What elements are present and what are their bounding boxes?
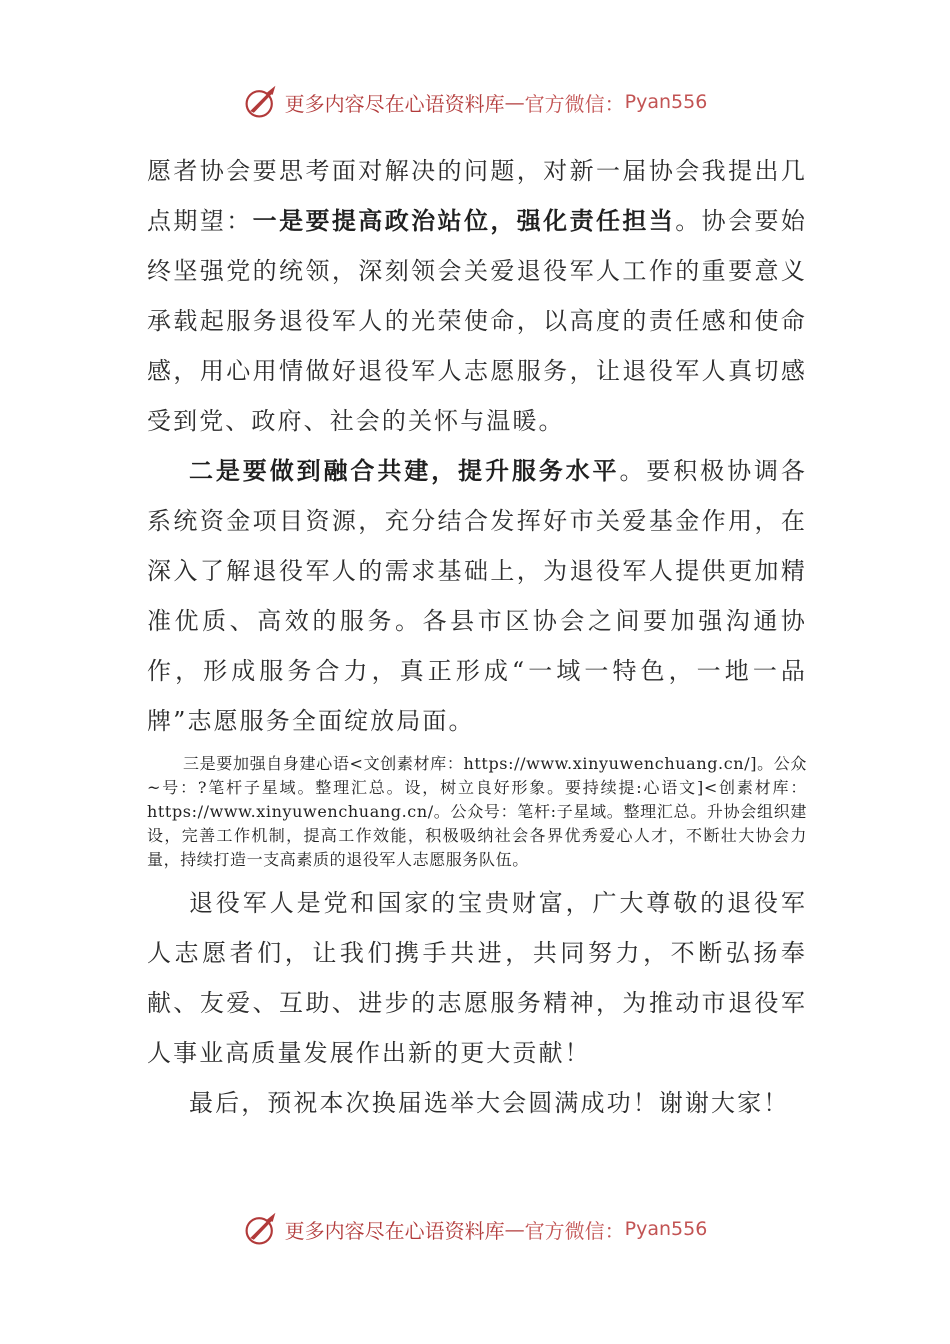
- paragraph-5: 最后，预祝本次换届选举大会圆满成功！谢谢大家！: [189, 1089, 790, 1117]
- document-body: [147, 146, 807, 1128]
- header-banner-text: 更多内容尽在心语资料库: [284, 91, 505, 116]
- footer-banner-dash: —: [504, 1217, 525, 1241]
- paragraph-1-body: 。协会要始终坚强党的统领，深刻领会关爱退役军人工作的重要意义承载起服务退役军人的光荣使命，以高度的责任感和使命感，用心用情做好退役军人志愿服务，让退役军人真切感受到党、政府、社会的关怀与温暖。: [147, 207, 807, 435]
- paragraph-2-body: 。要积极协调各系统资金项目资源，充分结合发挥好市关爱基金作用，在深入了解退役军人的需求基础上，为退役军人提供更加精准优质、高效的服务。各县市区协会之间要加强沟通协作，形成服务合力，真正形成“一域一特色，一地一品牌”志愿服务全面绽放局面。: [147, 457, 807, 735]
- header-banner-contact: 官方微信：: [524, 91, 625, 116]
- paragraph-2: [147, 446, 807, 746]
- paragraph-4: 退役军人是党和国家的宝贵财富，广大尊敬的退役军人志愿者们，让我们携手共进，共同努力，不断弘扬奉献、友爱、互助、进步的志愿服务精神，为推动市退役军人事业高质量发展作出新的更大贡献！: [147, 889, 807, 1067]
- footer-banner-text: 更多内容尽在心语资料库: [284, 1218, 505, 1243]
- header-banner: [0, 82, 950, 122]
- paragraph-1: [147, 146, 807, 446]
- footer-banner: [0, 1209, 950, 1249]
- quill-logo-icon: [243, 84, 279, 120]
- paragraph-1-heading: 一是要提高政治站位，强化责任担当: [252, 207, 676, 235]
- header-banner-wechat: Pyan556: [624, 91, 708, 113]
- quill-logo-icon: [243, 1211, 279, 1247]
- paragraph-2-heading: 二是要做到融合共建，提升服务水平: [189, 457, 620, 485]
- paragraph-1-lead: 愿者协会要思考面对解决的问题，对新一届协会我提出几点期望：: [147, 157, 807, 235]
- footer-banner-contact: 官方微信：: [524, 1218, 625, 1243]
- footer-banner-wechat: Pyan556: [624, 1218, 708, 1240]
- header-banner-dash: —: [504, 90, 525, 114]
- paragraph-3-small: 三是要加强自身建心语<文创素材库：https://www.xinyuwenchuang.cn/]。公众~号：?笔杆子星域。整理汇总。设，树立良好形象。要持续提:心语文]<创素材库：https://www.xinyuwenchuang.cn/。公众号：笔杆:子星域。整理汇总。升协会组织建设，完善工作机制，提高工作效能，积极吸纳社会各界优秀爱心人才，不断壮大协会力量，持续打造一支高素质的退役军人志愿服务队伍。: [147, 754, 807, 869]
